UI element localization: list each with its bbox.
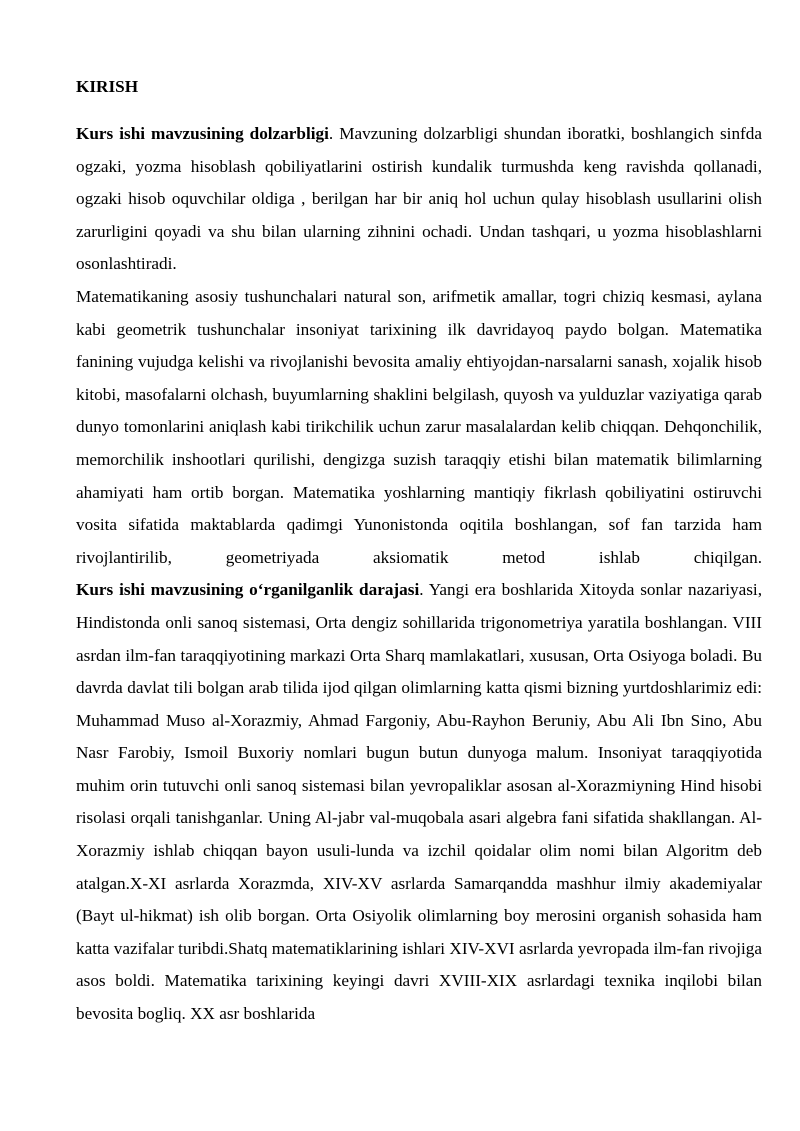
relevance-heading: Kurs ishi mavzusining dolzarbligi: [76, 124, 329, 143]
paragraph-relevance: [76, 118, 762, 281]
paragraph-mathematics: [76, 281, 762, 574]
paragraph-study-level: [76, 574, 762, 1030]
study-level-text: . Yangi era boshlarida Xitoyda sonlar nazariyasi, Hindistonda onli sanoq sistemasi, Orta dengiz sohillarida trigonometriya yaratila boshlangan. VIII asrdan ilm-fan taraqqiyotining markazi Orta Sharq mamlakatlari, xususan, Orta Osiyoga boladi. Bu davrda davlat tili bolgan arab tilida ijod qilgan olimlarning katta qismi bizning yurtdoshlarimiz edi: Muhammad Muso al-Xorazmiy, Ahmad Fargoniy, Abu-Rayhon Beruniy, Abu Ali Ibn Sino, Abu Nasr Farobiy, Ismoil Buxoriy nomlari bugun butun dunyoga malum. Insoniyat taraqqiyotida muhim orin tutuvchi onli sanoq sistemasi bilan yevropaliklar asosan al-Xorazmiyning Hind hisobi risolasi orqali tanishganlar. Uning Al-jabr val-muqobala asari algebra fani sifatida shakllangan. Al-Xorazmiy ishlab chiqqan bayon usuli-lunda va izchil qoidalar olim nomi bilan Algoritm deb atalgan.X-XI asrlarda Xorazmda, XIV-XV asrlarda Samarqandda mashhur ilmiy akademiyalar (Bayt ul-hikmat) ish olib borgan. Orta Osiyolik olimlarning boy merosini organish sohasida ham katta vazifalar turibdi.Shatq matematiklarining ishlari XIV-XVI asrlarda yevropada ilm-fan rivojiga asos boldi. Matematika tarixining keyingi davri XVIII-XIX asrlardagi texnika inqilobi bilan bevosita bogliq. XX asr boshlarida: [76, 580, 762, 1024]
page-title: KIRISH: [76, 77, 139, 96]
study-level-heading: Kurs ishi mavzusining o‘rganilganlik darajasi: [76, 580, 420, 600]
mathematics-text: Matematikaning asosiy tushunchalari natural son, arifmetik amallar, togri chiziq kesmasi, aylana kabi geometrik tushunchalar insoniyat tarixining ilk davridayoq paydo bolgan. Matematika fanining vujudga kelishi va rivojlanishi bevosita amaliy ehtiyojdan-narsalarni sanash, xojalik hisob kitobi, masofalarni olchash, buyumlarning shaklini belgilash, quyosh va yulduzlar vaziyatiga qarab dunyo tomonlarini aniqlash kabi tirikchilik uchun zarur masalalardan kelib chiqqan. Dehqonchilik, memorchilik inshootlari qurilishi, dengizga suzish taraqqiy etishi bilan matematik bilimlarning ahamiyati ham ortib borgan. Matematika yoshlarning mantiqiy fikrlash qobiliyatini ostiruvchi vosita sifatida maktablarda qadimgi Yunonistonda oqitila boshlangan, sof fan tarzida ham rivojlantirilib, geometriyada aksiomatik metod ishlab chiqilgan.: [76, 286, 762, 567]
relevance-text: . Mavzuning dolzarbligi shundan iboratki, boshlangich sinfda ogzaki, yozma hisoblash qobiliyatlarini ostirish kundalik turmushda keng ravishda qollanadi, ogzaki hisob oquvchilar oldiga , berilgan har bir aniq hol uchun qulay hisoblash usullarini olish zarurligini qoyadi va shu bilan ularning zihnini ochadi. Undan tashqari, u yozma hisoblashlarni osonlashtiradi.: [76, 124, 762, 274]
